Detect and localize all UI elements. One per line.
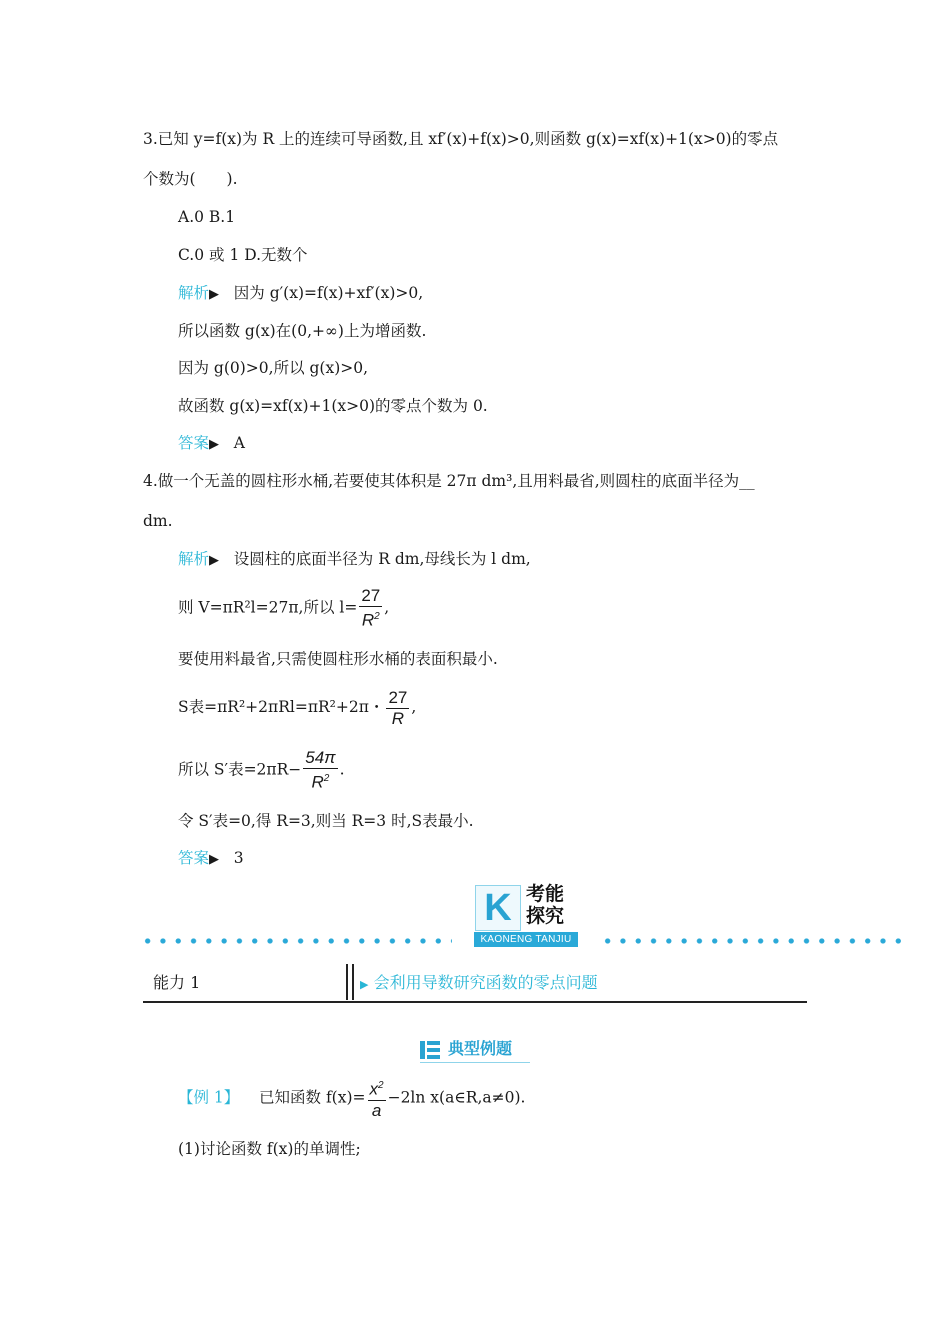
q3-analysis-row: [178, 282, 423, 306]
bars-icon: [420, 1041, 440, 1059]
q3-line-a: 所以函数 g(x)在(0,+∞)上为增函数.: [178, 322, 427, 340]
ability-bar: [143, 964, 807, 1004]
fraction: $\frac{27}{R}$: [388, 687, 408, 728]
k-logo-icon: K: [475, 885, 521, 931]
triangle-marker-icon: ▶: [209, 287, 220, 302]
q3-line-b: 因为 g(0)>0,所以 g(x)>0,: [178, 359, 369, 377]
section-name: 考能 探究: [526, 883, 565, 927]
q4-line3: S表=πR²+2πRl=πR²+2π・ $\frac{27}{R}$ ,: [178, 687, 417, 728]
q4-line4: 所以 S′表=2πR− $\frac{54\pi}{R^2}$ .: [178, 748, 345, 792]
answer-value: A: [233, 434, 245, 452]
answer-label: 答案: [178, 434, 210, 452]
example1-part1: (1)讨论函数 f(x)的单调性;: [178, 1140, 361, 1158]
q4-line2: 要使用料最省,只需使圆柱形水桶的表面积最小.: [178, 650, 498, 668]
example-tag: 【例 1】: [178, 1088, 240, 1107]
analysis-text: 设圆柱的底面半径为 R dm,母线长为 l dm,: [233, 550, 531, 568]
triangle-marker-icon: ▶: [209, 437, 220, 452]
triangle-marker-icon: ▶: [209, 852, 220, 867]
divider: [420, 1062, 530, 1063]
analysis-text: 因为 g′(x)=f(x)+xf′(x)>0,: [233, 284, 424, 302]
section-subtitle: KAONENG TANJIU: [474, 932, 578, 947]
ability-title: ▶ 会利用导数研究函数的零点问题: [360, 973, 598, 992]
q4-stem-line2: dm.: [143, 512, 173, 530]
analysis-label: 解析: [178, 550, 210, 568]
q4-line5: 令 S′表=0,得 R=3,则当 R=3 时,S表最小.: [178, 812, 474, 830]
answer-value: 3: [233, 849, 244, 867]
q4-line1: 则 V=πR²l=27π,所以 l= $\frac{27}{R^2}$ ,: [178, 586, 390, 630]
fraction: $\frac{27}{R^2}$: [361, 586, 381, 630]
divider: [352, 964, 354, 1000]
triangle-marker-icon: ▶: [209, 553, 220, 568]
q3-stem-line2: 个数为( ).: [143, 170, 238, 188]
divider: [143, 1001, 807, 1003]
fraction: $\frac{54\pi}{R^2}$: [305, 748, 336, 792]
q3-answer-row: [178, 432, 245, 456]
dotted-divider-left: [140, 937, 452, 945]
q3-line-c: 故函数 g(x)=xf(x)+1(x>0)的零点个数为 0.: [178, 397, 488, 415]
ability-label: 能力 1: [153, 973, 201, 992]
play-arrow-icon: ▶: [360, 978, 369, 991]
q3-options-line1: A.0 B.1: [178, 208, 236, 226]
answer-label: 答案: [178, 849, 210, 867]
example1-row: 【例 1】 已知函数 f(x)= $\frac{x^2}{a}$ −2ln x(a∈R,a≠0).: [178, 1076, 525, 1121]
q4-analysis-row: [178, 548, 531, 572]
section-badge: [470, 883, 580, 949]
q4-stem-line1: 4.做一个无盖的圆柱形水桶,若要使其体积是 27π dm³,且用料最省,则圆柱的底面半径为__: [143, 472, 755, 490]
dotted-divider-right: [600, 937, 910, 945]
q3-options-line2: C.0 或 1 D.无数个: [178, 246, 308, 264]
divider: [346, 964, 348, 1000]
analysis-label: 解析: [178, 284, 210, 302]
q4-answer-row: [178, 847, 244, 871]
q3-stem-line1: 3.已知 y=f(x)为 R 上的连续可导函数,且 xf′(x)+f(x)>0,则函数 g(x)=xf(x)+1(x>0)的零点: [143, 130, 779, 148]
fraction: $\frac{x^2}{a}$: [368, 1076, 386, 1121]
